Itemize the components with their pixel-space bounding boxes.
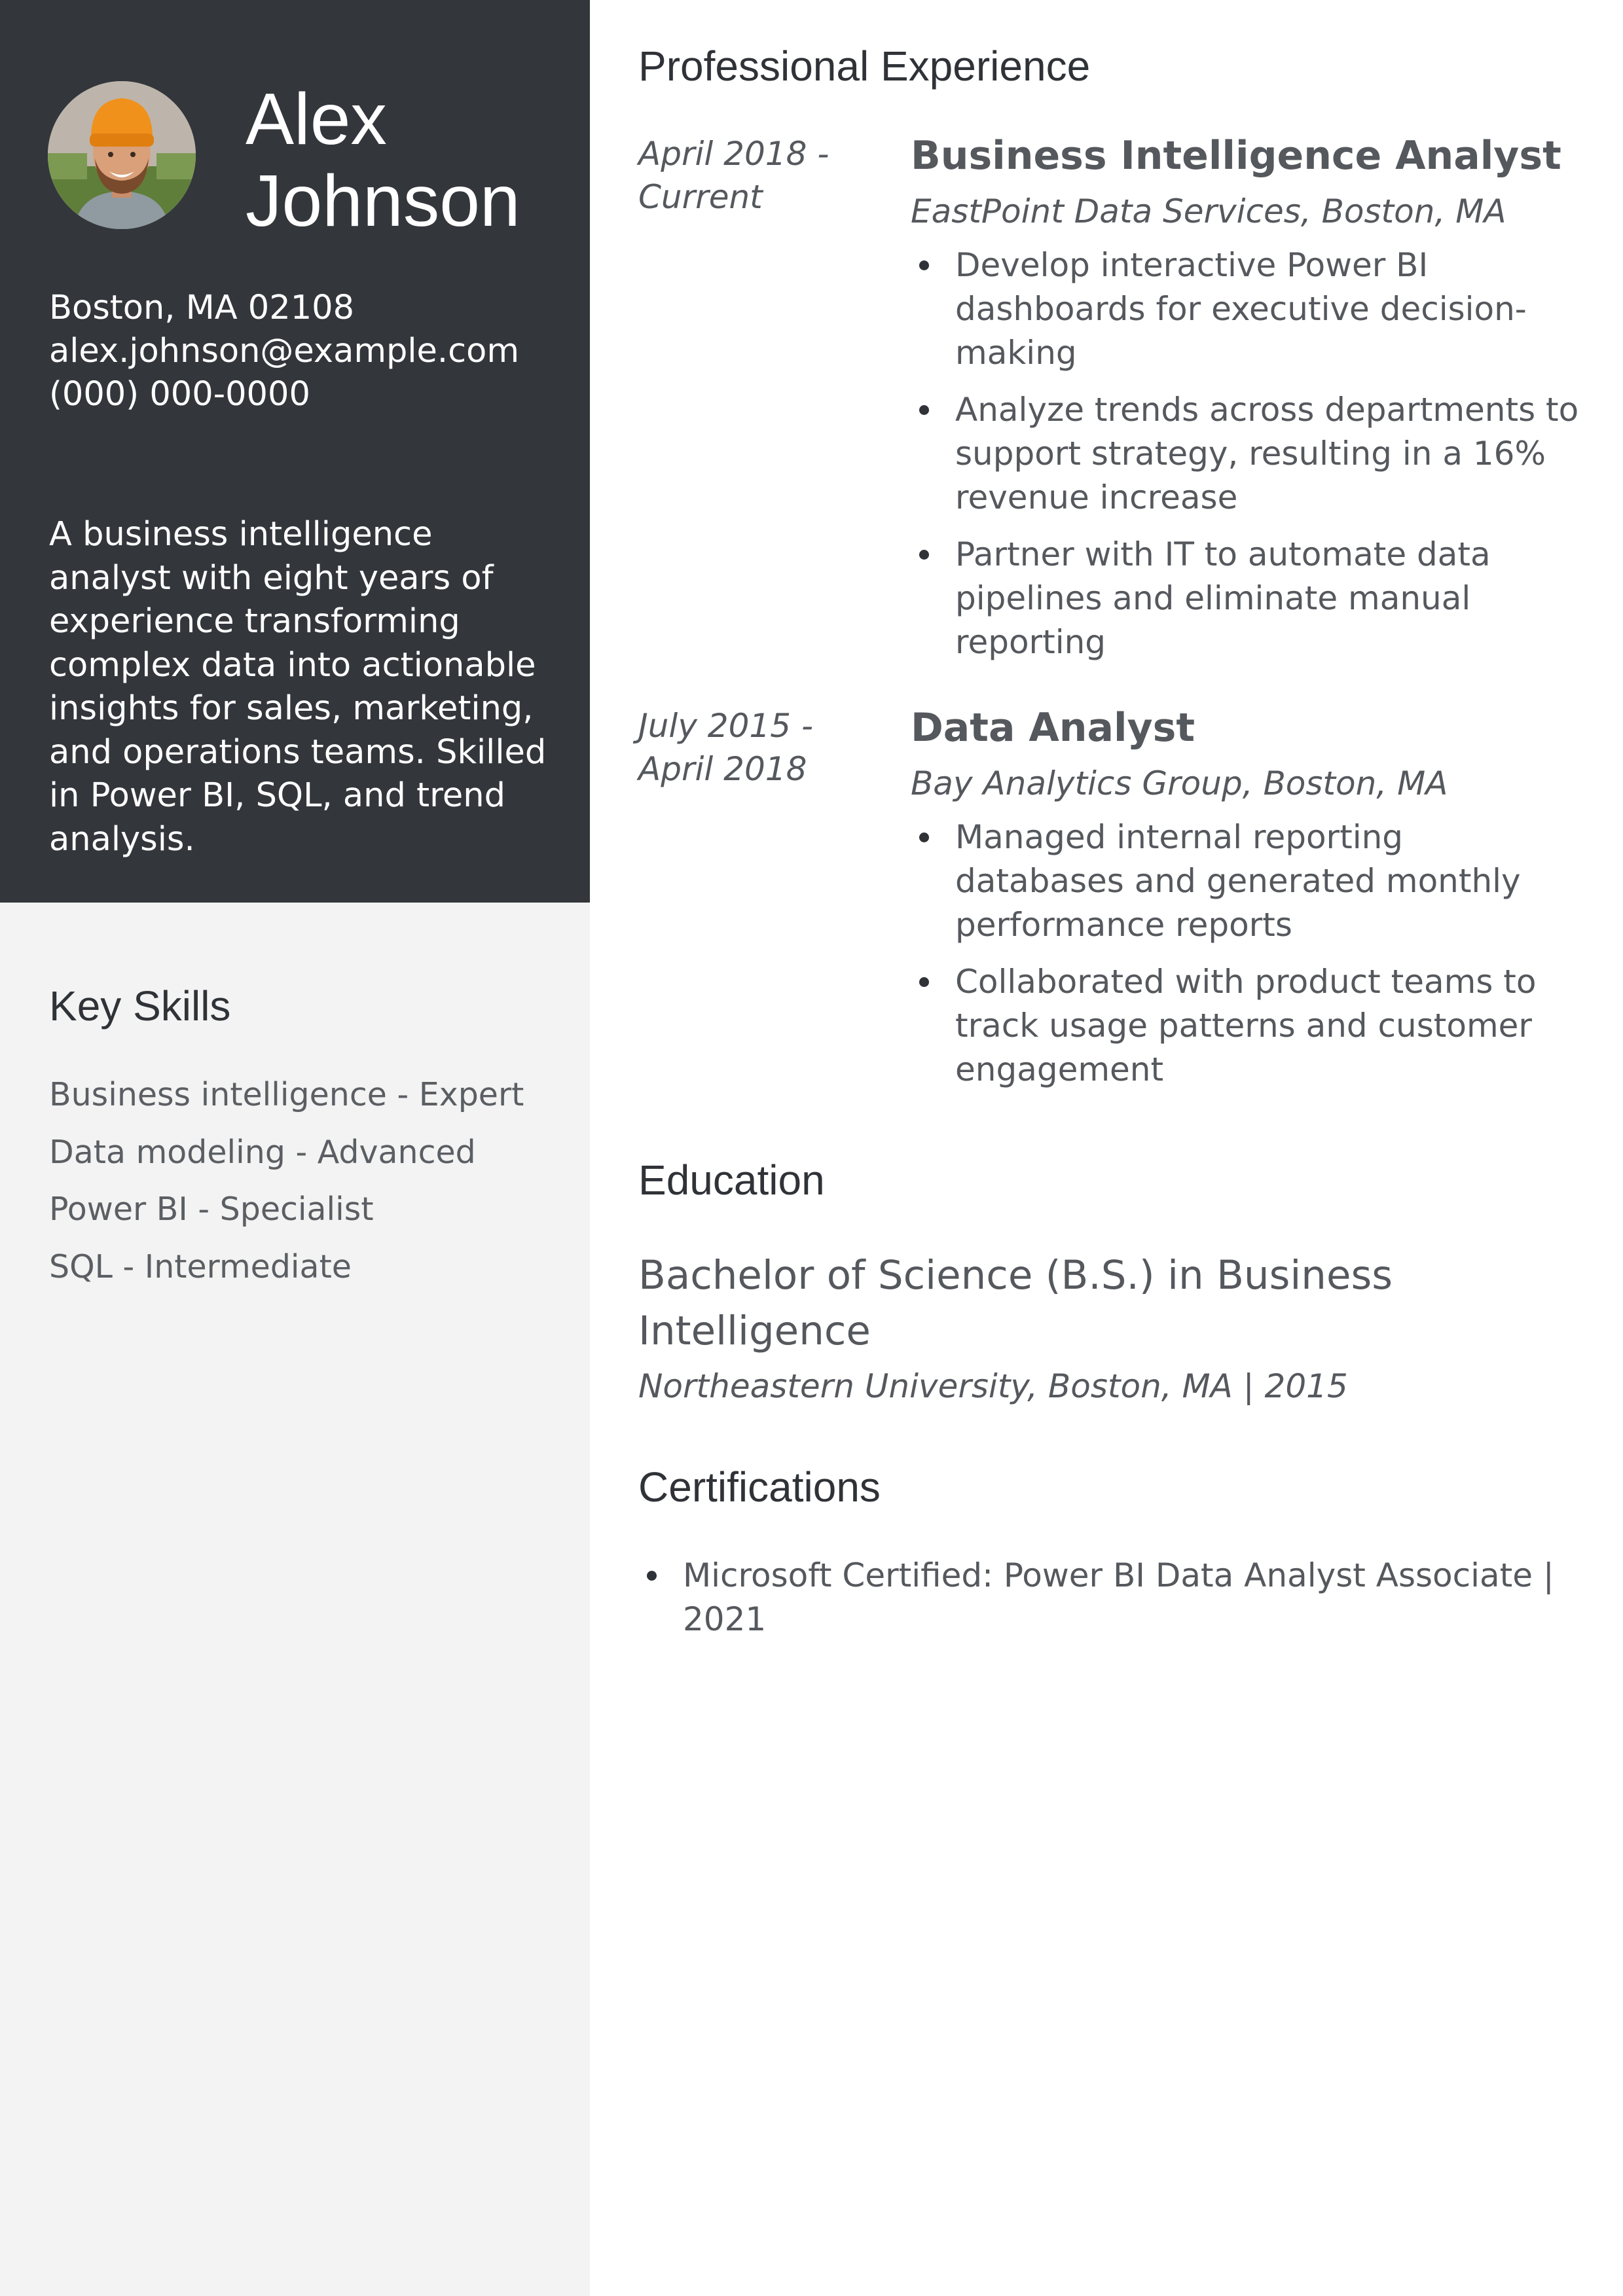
skill-item: Business intelligence - Expert	[49, 1076, 524, 1113]
job-bullet: Managed internal reporting databases and generated monthly performance reports	[911, 816, 1581, 947]
profile-header	[0, 0, 590, 903]
certification-item: Microsoft Certified: Power BI Data Analyst Associate | 2021	[638, 1554, 1581, 1641]
summary: A business intelligence analyst with eight years of experience transforming complex data into actionable insights for sales, marketing, and operations teams. Skilled in Power BI, SQL, and trend analysis.	[49, 515, 547, 859]
candidate-name: Alex Johnson	[246, 79, 520, 242]
education-heading: Education	[638, 1157, 825, 1204]
job-title: Business Intelligence Analyst	[911, 133, 1561, 179]
job-bullets	[911, 243, 1581, 664]
contact-info	[49, 287, 573, 416]
school: Northeastern University, Boston, MA | 2015	[638, 1367, 1348, 1405]
skills-heading: Key Skills	[49, 982, 231, 1030]
profile-photo	[48, 81, 196, 229]
job-company: EastPoint Data Services, Boston, MA	[911, 192, 1506, 230]
experience-heading: Professional Experience	[638, 43, 1091, 90]
phone[interactable]: (000) 000-0000	[49, 375, 310, 414]
skills-list	[49, 1073, 573, 1302]
address: Boston, MA 02108	[49, 289, 355, 327]
job-dates: April 2018 - Current	[638, 135, 830, 216]
job-bullet: Partner with IT to automate data pipelines and eliminate manual reporting	[911, 533, 1581, 664]
certifications-heading: Certifications	[638, 1463, 881, 1511]
skill-item: Data modeling - Advanced	[49, 1133, 476, 1171]
skill-item: Power BI - Specialist	[49, 1191, 374, 1228]
job-dates: July 2015 - April 2018	[638, 707, 813, 788]
job-bullet: Analyze trends across departments to support strategy, resulting in a 16% revenue increase	[911, 388, 1581, 520]
job-details	[911, 132, 1581, 677]
job-bullet: Develop interactive Power BI dashboards for executive decision-making	[911, 243, 1581, 375]
certifications-list	[638, 1554, 1581, 1641]
skill-item: SQL - Intermediate	[49, 1247, 352, 1285]
email[interactable]: alex.johnson@example.com	[49, 332, 520, 370]
avatar	[48, 81, 196, 229]
sidebar	[0, 0, 590, 2296]
degree: Bachelor of Science (B.S.) in Business Intelligence	[638, 1252, 1393, 1354]
job-company: Bay Analytics Group, Boston, MA	[911, 764, 1448, 802]
job-details	[911, 704, 1581, 1105]
job-bullets	[911, 816, 1581, 1092]
job-title: Data Analyst	[911, 705, 1195, 751]
job-bullet: Collaborated with product teams to track usage patterns and customer engagement	[911, 960, 1581, 1092]
